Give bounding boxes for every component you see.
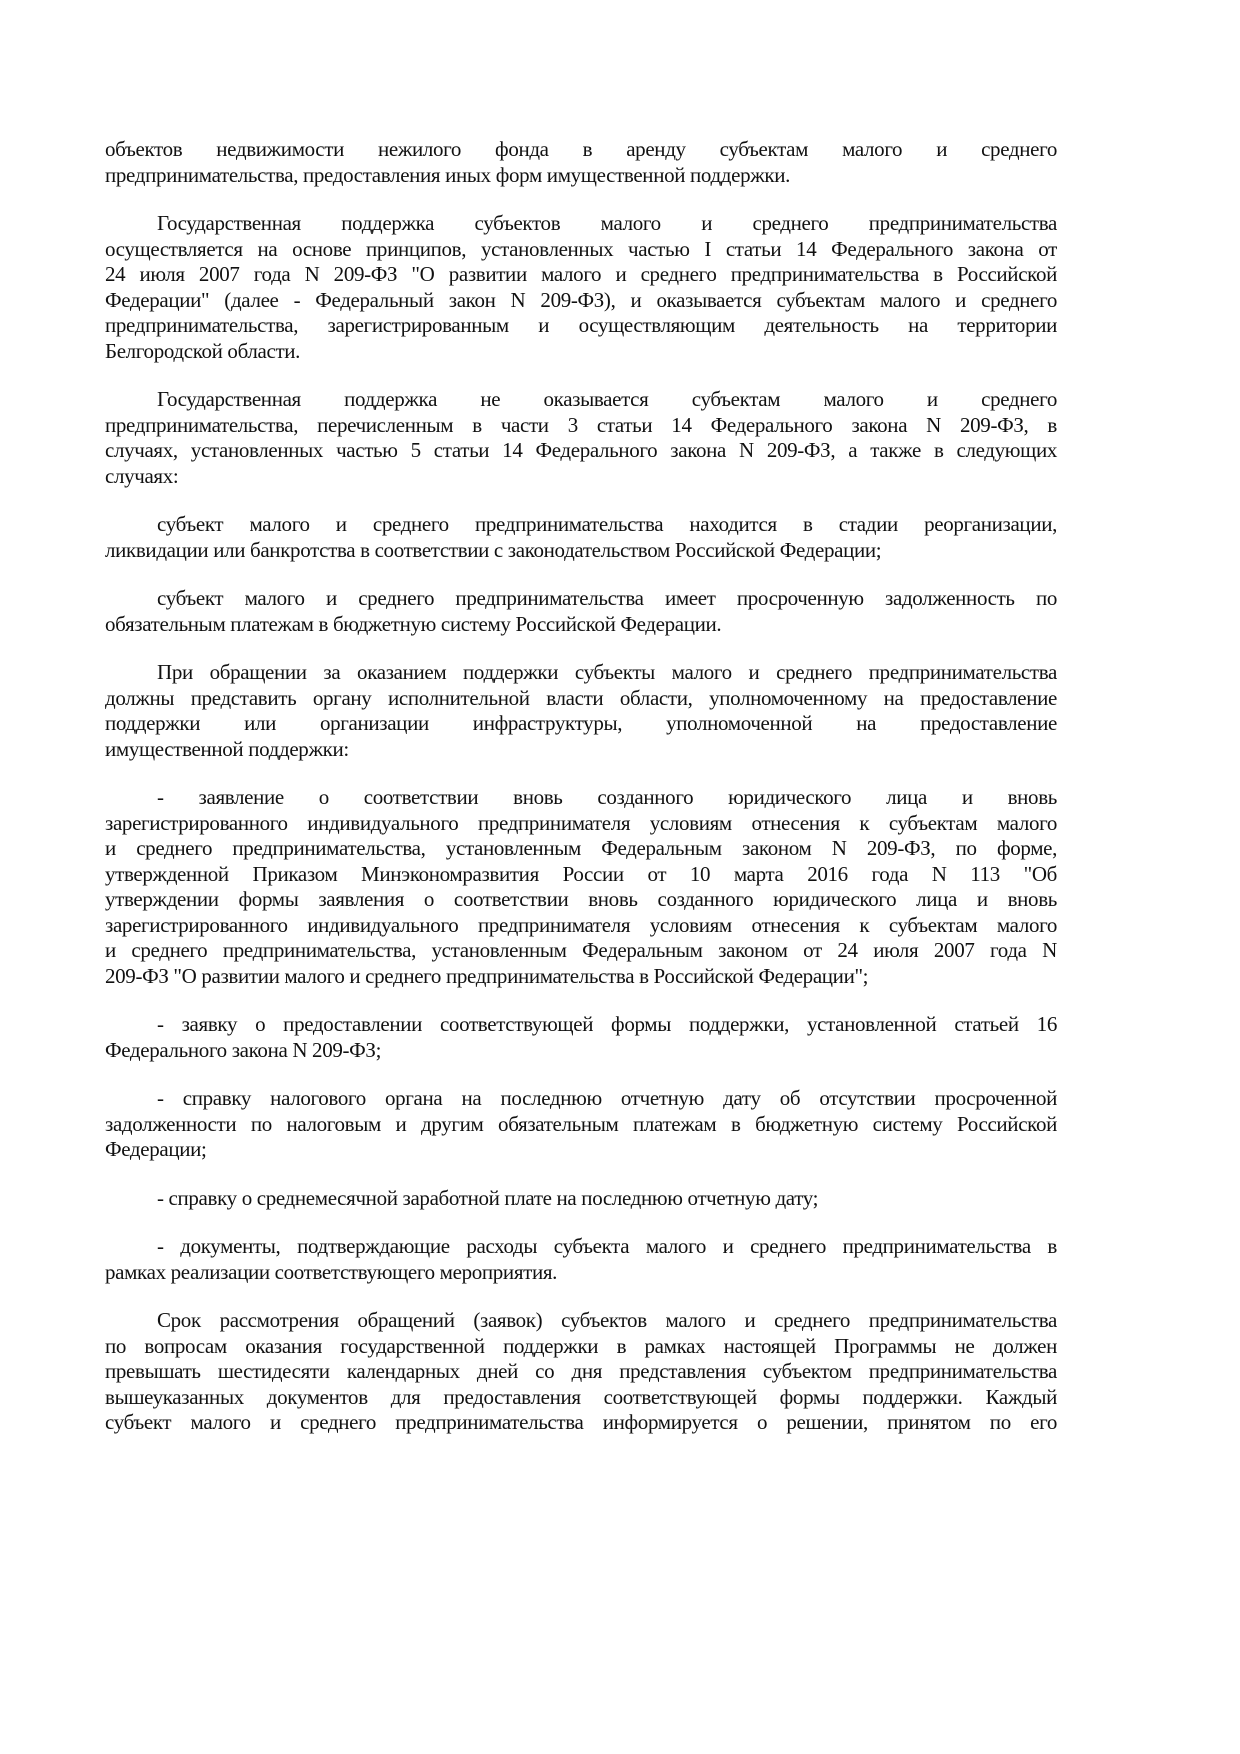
- text-line: ликвидации или банкротства в соответствии с законодательством Российской Федерации;: [105, 537, 882, 562]
- text-line: - заявление о соответствии вновь созданного юридического лица и вновь: [157, 785, 1057, 809]
- text-line: Федерации" (далее - Федеральный закон N 209-ФЗ), и оказывается субъектам малого и среднего: [105, 287, 1057, 312]
- paragraph: [105, 660, 1057, 762]
- text-line: Федерального закона N 209-ФЗ;: [105, 1037, 382, 1062]
- text-line: Срок рассмотрения обращений (заявок) субъектов малого и среднего предпринимательства: [157, 1308, 1057, 1332]
- text-line: и среднего предпринимательства, установленным Федеральным законом N 209-ФЗ, по форме,: [105, 836, 1057, 860]
- text-line: поддержки или организации инфраструктуры, уполномоченной на предоставление: [105, 711, 1057, 735]
- paragraph: [105, 137, 1057, 188]
- text-line: по вопросам оказания государственной поддержки в рамках настоящей Программы не должен: [105, 1333, 1057, 1358]
- text-line: - справку о среднемесячной заработной плате на последнюю отчетную дату;: [157, 1185, 819, 1210]
- text-line: предпринимательства, перечисленным в части 3 статьи 14 Федерального закона N 209-ФЗ, в: [105, 412, 1057, 437]
- text-line: случаях:: [105, 463, 179, 488]
- text-line: 209-ФЗ "О развитии малого и среднего предпринимательства в Российской Федерации";: [105, 963, 869, 988]
- text-line: При обращении за оказанием поддержки субъекты малого и среднего предпринимательства: [157, 660, 1057, 684]
- text-line: предпринимательства, зарегистрированным и осуществляющим деятельность на территории: [105, 313, 1057, 337]
- text-line: - справку налогового органа на последнюю отчетную дату об отсутствии просроченной: [157, 1086, 1057, 1110]
- text-line: рамках реализации соответствующего мероприятия.: [105, 1259, 558, 1284]
- paragraph: [105, 1308, 1057, 1436]
- paragraph: [105, 586, 1057, 637]
- text-line: превышать шестидесяти календарных дней со дня представления субъектом предпринимательства: [105, 1359, 1057, 1383]
- text-line: имущественной поддержки:: [105, 736, 349, 761]
- text-line: утвержденной Приказом Минэкономразвития России от 10 марта 2016 года N 113 "Об: [105, 861, 1057, 886]
- text-line: Белгородской области.: [105, 338, 301, 363]
- text-line: и среднего предпринимательства, установленным Федеральным законом от 24 июля 2007 года N: [105, 938, 1057, 962]
- paragraph: [105, 512, 1057, 563]
- paragraph: [105, 387, 1057, 489]
- paragraph: [105, 1086, 1057, 1163]
- text-line: вышеуказанных документов для предоставления соответствующей формы поддержки. Каждый: [105, 1384, 1057, 1409]
- text-line: субъект малого и среднего предпринимательства информируется о решении, принятом по его: [105, 1410, 1057, 1434]
- text-line: субъект малого и среднего предпринимательства находится в стадии реорганизации,: [157, 512, 1057, 536]
- text-line: Государственная поддержка субъектов малого и среднего предпринимательства: [157, 211, 1057, 235]
- paragraph: [105, 211, 1057, 364]
- paragraph: [105, 1186, 1057, 1212]
- text-line: зарегистрированного индивидуального предпринимателя условиям отнесения к субъектам малого: [105, 810, 1057, 835]
- text-line: осуществляется на основе принципов, установленных частью I статьи 14 Федерального закона от: [105, 236, 1057, 261]
- paragraph: [105, 785, 1057, 989]
- text-line: 24 июля 2007 года N 209-ФЗ "О развитии малого и среднего предпринимательства в Российской: [105, 262, 1057, 286]
- text-line: зарегистрированного индивидуального предпринимателя условиям отнесения к субъектам малого: [105, 912, 1057, 937]
- text-line: - документы, подтверждающие расходы субъекта малого и среднего предпринимательства в: [157, 1234, 1057, 1258]
- document-page: [105, 137, 1057, 1459]
- text-line: должны представить органу исполнительной власти области, уполномоченному на предоставление: [105, 685, 1057, 710]
- text-line: задолженности по налоговым и другим обязательным платежам в бюджетную систему Российской: [105, 1111, 1057, 1136]
- text-line: субъект малого и среднего предпринимательства имеет просроченную задолженность по: [157, 586, 1057, 610]
- text-line: обязательным платежам в бюджетную систему Российской Федерации.: [105, 611, 722, 636]
- paragraph: [105, 1012, 1057, 1063]
- text-line: - заявку о предоставлении соответствующей формы поддержки, установленной статьей 16: [157, 1012, 1057, 1036]
- text-line: Федерации;: [105, 1137, 207, 1161]
- text-line: случаях, установленных частью 5 статьи 14 Федерального закона N 209-ФЗ, а также в следующих: [105, 438, 1057, 462]
- text-line: предпринимательства, предоставления иных форм имущественной поддержки.: [105, 162, 791, 187]
- text-line: Государственная поддержка не оказывается субъектам малого и среднего: [157, 387, 1057, 411]
- text-line: утверждении формы заявления о соответствии вновь созданного юридического лица и вновь: [105, 887, 1057, 911]
- text-line: объектов недвижимости нежилого фонда в аренду субъектам малого и среднего: [105, 137, 1057, 161]
- paragraph: [105, 1234, 1057, 1285]
